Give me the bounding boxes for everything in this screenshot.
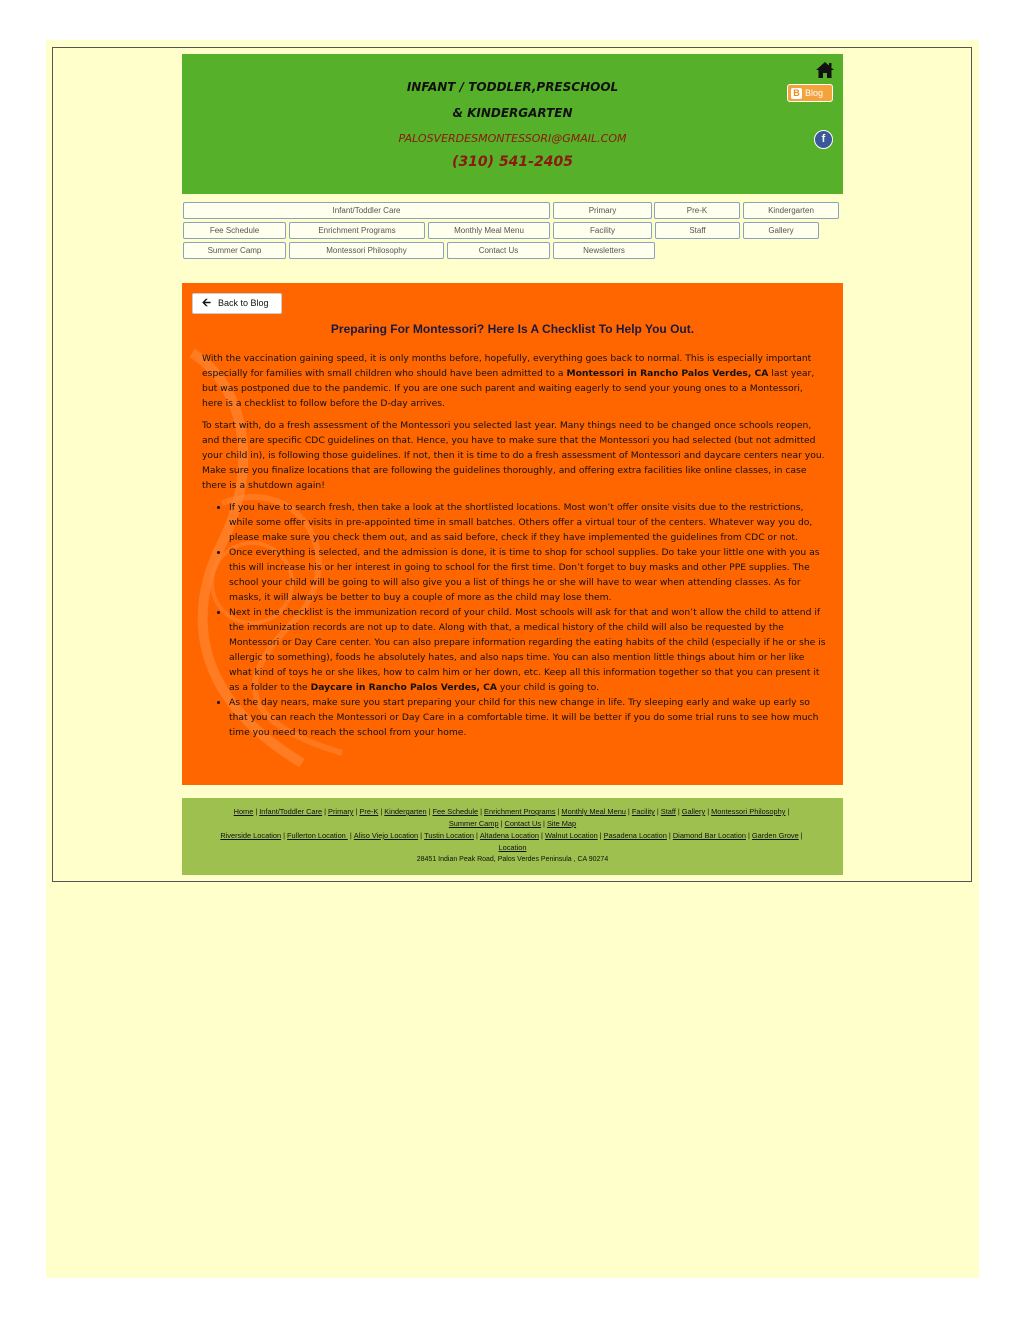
footer-separator: | [787, 807, 790, 816]
article-title: Preparing For Montessori? Here Is A Checklist To Help You Out. [330, 322, 695, 336]
footer-link[interactable]: Facility [631, 807, 655, 816]
footer-link[interactable]: Site Map [546, 819, 577, 828]
checklist [202, 500, 826, 740]
footer-link[interactable]: Tustin Location [424, 831, 474, 840]
nav-gallery[interactable]: Gallery [743, 222, 819, 239]
footer-separator: | [283, 831, 286, 840]
footer-separator: | [355, 807, 358, 816]
checklist-item-1: • If you have to search fresh, then take a look at the shortlisted locations. Most won’t offer onsite visits due to the restrictions, while some offer visits in pre-appointed time in small batches. Others offer a virtual tour of the centers. Whatever way you do, please make sure you check them out, and as said before, check if they have implemented the guidelines from CDC or not. [229, 500, 826, 545]
footer-separator: | [668, 831, 671, 840]
footer-separator: | [557, 807, 560, 816]
nav-montessori-philosophy[interactable]: Montessori Philosophy [289, 242, 444, 259]
nav-infant-toddler-care[interactable]: Infant/Toddler Care [183, 202, 550, 219]
article-paragraph-1 [202, 351, 826, 411]
footer-links-row-1 [182, 807, 843, 816]
footer-link[interactable]: Montessori Philosophy [711, 807, 786, 816]
header-phone[interactable]: (310) 541-2405 [452, 154, 573, 170]
article-paragraph-2: To start with, do a fresh assessment of the Montessori you selected last year. Many things need to be changed once schools reopen, and there are specific CDC guidelines on that. Hence, you have to make sure that the Montessori you had selected (but not admitted your child in), is following those guidelines. If not, then it is time to do a fresh assessment of Montessori and daycare centers near you. Make sure you finalize locations that are following the guidelines thoroughly, and offering extra facilities like online classes, in case there is a shutdown again! [202, 420, 825, 491]
nav-monthly-meal-menu[interactable]: Monthly Meal Menu [428, 222, 550, 239]
p1-text-b: last year, but was postponed due to the pandemic. If you are one such parent and waiting eagerly to send your young ones to a Montessori, here is a checklist to follow before the D-day arrives. [202, 368, 815, 409]
nav-contact-us[interactable]: Contact Us [447, 242, 550, 259]
nav-fee-schedule[interactable]: Fee Schedule [183, 222, 286, 239]
header-title-line1: INFANT / TODDLER,PRESCHOOL [406, 80, 619, 94]
blog-button[interactable] [787, 84, 833, 102]
li3-text-a: Next in the checklist is the immunization record of your child. Most schools will ask for that and won’t allow the child to attend if the immunization records are not up to date. Along with that, a medical history of the child will also be requested by the Montessori or Day Care center. You can also prepare information regarding the eating habits of the child (especially if he or she is allergic to something), foods he absolutely hates, and also naps time. You can also mention little things about him or her like what kind of toys he or she likes, how to calm him or her down, etc. Keep all this information together so that you can present it as a folder to the [229, 607, 826, 693]
footer-link[interactable]: Home [233, 807, 254, 816]
footer-link[interactable]: Staff [660, 807, 676, 816]
footer-link[interactable]: Infant/Toddler Care [259, 807, 323, 816]
footer-separator: | [480, 807, 483, 816]
header-email-link[interactable]: PALOSVERDESMONTESSORI@GMAIL.COM [398, 132, 627, 145]
checklist-item-2: • Once everything is selected, and the admission is done, it is time to shop for school supplies. Do take your little one with you as this will increase his or her interest in going to school for the first time. Don’t forget to buy masks and other PPE supplies. The school your child will be going to will also give you a list of things he or she will have to wear when attending classes. As for masks, it will always be better to buy a couple of more as the child may lose them. [229, 545, 826, 605]
footer-separator: | [800, 831, 803, 840]
site-header [182, 54, 843, 194]
footer-link[interactable]: Garden Grove [751, 831, 799, 840]
footer-links-row-4 [182, 843, 843, 852]
footer-separator: | [677, 807, 680, 816]
footer-separator: | [475, 831, 478, 840]
li3-text-b: your child is going to. [496, 682, 600, 693]
blog-article [182, 283, 843, 785]
back-to-blog-label: Back to Blog [218, 298, 269, 308]
nav-pre-k[interactable]: Pre-K [654, 202, 740, 219]
facebook-icon[interactable]: f [814, 130, 833, 149]
footer-separator: | [541, 831, 543, 840]
nav-staff[interactable]: Staff [655, 222, 740, 239]
footer-link[interactable]: Altadena Location [479, 831, 540, 840]
footer-link[interactable]: Pre-K [359, 807, 379, 816]
footer-link[interactable]: Monthly Meal Menu [561, 807, 626, 816]
footer-separator: | [324, 807, 327, 816]
li3-keyword: Daycare in Rancho Palos Verdes, CA [310, 682, 497, 693]
footer-link[interactable]: Enrichment Programs [484, 807, 556, 816]
footer-separator: | [599, 831, 602, 840]
home-icon[interactable] [815, 61, 835, 79]
footer-address: 28451 Indian Peak Road, Palos Verdes Peninsula , CA 90274 [416, 856, 609, 863]
footer-separator: | [707, 807, 710, 816]
nav-primary[interactable]: Primary [553, 202, 652, 219]
footer-separator: | [656, 807, 659, 816]
footer-links-row-2 [182, 819, 843, 828]
footer-separator: | [349, 831, 352, 840]
p1-text-a: With the vaccination gaining speed, it is only months before, hopefully, everything goes back to normal. This is especially important especially for families with small children who should have been admitted to a [202, 353, 812, 379]
footer-separator: | [627, 807, 630, 816]
footer-separator: | [420, 831, 423, 840]
footer-link[interactable]: Walnut Location [544, 831, 598, 840]
footer-link[interactable]: Fee Schedule [432, 807, 479, 816]
footer-separator: | [380, 807, 383, 816]
nav-facility[interactable]: Facility [553, 222, 652, 239]
article-body [202, 351, 826, 740]
header-title-line2: & KINDERGARTEN [452, 106, 573, 120]
nav-kindergarten[interactable]: Kindergarten [743, 202, 839, 219]
footer-separator: | [500, 819, 503, 828]
footer-link[interactable]: Location [498, 843, 527, 852]
footer-separator: | [428, 807, 431, 816]
nav-newsletters[interactable]: Newsletters [553, 242, 655, 259]
footer-separator: | [747, 831, 750, 840]
nav-summer-camp[interactable]: Summer Camp [183, 242, 286, 259]
footer-link[interactable]: Fullerton Location [287, 831, 348, 840]
blogger-icon: B [791, 88, 802, 99]
footer-link[interactable]: Riverside Location [220, 831, 282, 840]
footer-link[interactable]: Pasadena Location [603, 831, 667, 840]
footer-separator: | [255, 807, 258, 816]
footer-links-row-3 [182, 831, 843, 840]
nav-enrichment-programs[interactable]: Enrichment Programs [289, 222, 425, 239]
blog-button-label: Blog [805, 88, 824, 98]
footer-link[interactable]: Gallery [681, 807, 706, 816]
site-footer [182, 798, 843, 875]
footer-link[interactable]: Summer Camp [448, 819, 499, 828]
footer-link[interactable]: Aliso Viejo Location [353, 831, 419, 840]
footer-separator: | [543, 819, 545, 828]
footer-link[interactable]: Primary [328, 807, 354, 816]
p1-keyword: Montessori in Rancho Palos Verdes, CA [566, 368, 769, 379]
back-to-blog-button[interactable] [192, 293, 282, 314]
checklist-item-3 [229, 605, 826, 695]
arrow-left-icon: 🡨 [202, 297, 211, 309]
footer-link[interactable]: Kindergarten [384, 807, 427, 816]
footer-link[interactable]: Contact Us [504, 819, 542, 828]
footer-link[interactable]: Diamond Bar Location [672, 831, 746, 840]
checklist-item-4: • As the day nears, make sure you start preparing your child for this new change in life. Try sleeping early and wake up early so that you can reach the Montessori or Day Care in a comfortable time. It will be better if you do some trial runs to see how much time you need to reach the school from your home. [229, 695, 826, 740]
